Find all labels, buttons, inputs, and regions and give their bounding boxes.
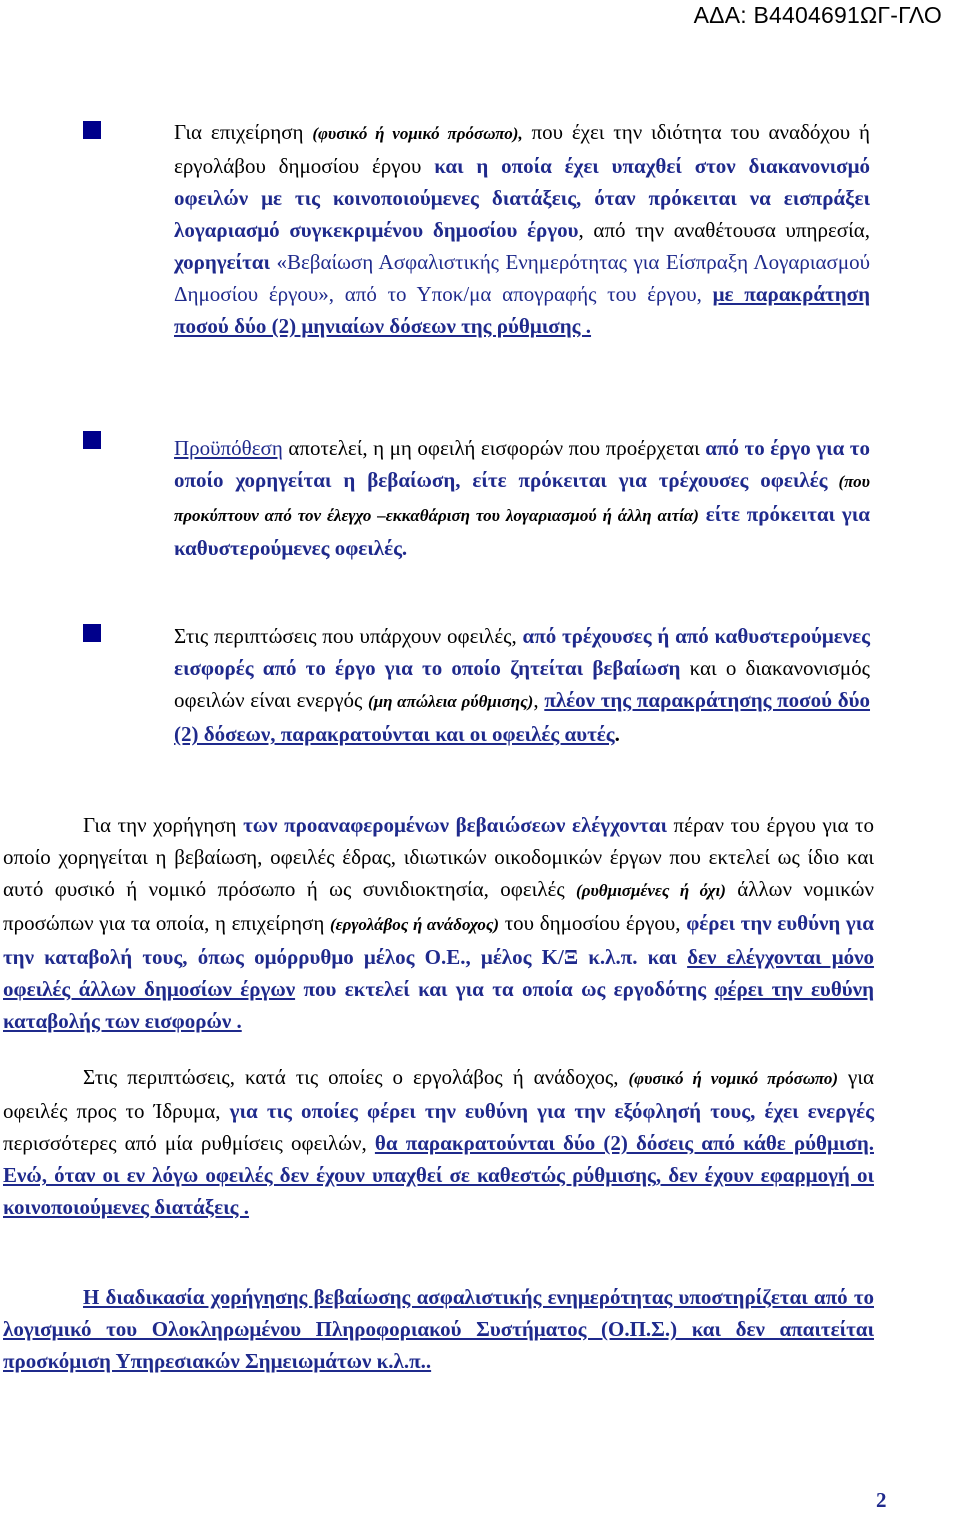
bullet-paragraph-3	[174, 620, 870, 750]
text: φέρει την ευθύνη για την καταβολή τους, όπως ομόρρυθμο μέλος Ο.Ε., μέλος Κ/Ξ κ.λ.π. και	[3, 911, 874, 969]
text: Για την χορήγηση	[83, 813, 244, 837]
paragraph-3	[3, 1281, 874, 1377]
text: Προϋπόθεση	[174, 436, 283, 460]
text: με παρακράτηση ποσού δύο (2) μηνιαίων δόσεων της ρύθμισης .	[174, 282, 870, 338]
text: Για επιχείρηση	[174, 120, 313, 144]
text: αποτελεί, η μη οφειλή εισφορών που προέρχεται	[282, 436, 706, 460]
bullet-paragraph-1	[174, 116, 870, 342]
bullet-square-icon	[83, 624, 101, 642]
text: Στις περιπτώσεις, κατά τις οποίες ο εργολάβος ή ανάδοχος,	[83, 1065, 629, 1089]
text: (μη απώλεια ρύθμισης)	[368, 692, 534, 711]
text: είτε πρόκειται για καθυστερούμενες οφειλές.	[174, 502, 870, 560]
text: του δημοσίου έργου,	[499, 911, 687, 935]
text: από το έργο για το οποίο χορηγείται η βεβαίωση, είτε πρόκειται για τρέχουσες οφειλές	[174, 436, 870, 492]
text: που εκτελεί και για τα οποία ως εργοδότης	[295, 977, 715, 1001]
text: από τρέχουσες ή από καθυστερούμενες εισφορές από το έργο για το οποίο ζητείται βεβαίωση	[174, 624, 870, 680]
bullet-square-icon	[83, 121, 101, 139]
text: φέρει την ευθύνη καταβολής των εισφορών .	[3, 977, 874, 1033]
text: θα παρακρατούνται δύο (2) δόσεις από κάθε ρύθμιση. Ενώ, όταν οι εν λόγω οφειλές δεν έχουν υπαχθεί σε καθεστώς ρύθμισης, δεν έχουν εφαρμογή οι κοινοποιούμενες διατάξεις .	[3, 1131, 874, 1219]
text: (εργολάβος ή ανάδοχος)	[329, 915, 500, 934]
text: που έχει την ιδιότητα του αναδόχου ή εργολάβου δημοσίου έργου	[174, 120, 870, 178]
text: και η οποία έχει υπαχθεί στον διακανονισμό οφειλών με τις κοινοποιούμενες διατάξεις, όταν πρόκειται να εισπράξει λογαριασμό συγκεκριμένου δημοσίου έργου	[174, 154, 870, 242]
bullet-square-icon	[83, 431, 101, 449]
text: χορηγείται	[174, 250, 270, 274]
text: .	[614, 722, 620, 746]
bullet-paragraph-2	[174, 432, 870, 564]
text: , από την αναθέτουσα υπηρεσία,	[578, 218, 871, 242]
text: (που προκύπτουν από τον έλεγχο –εκκαθάριση του λογαριασμού ή άλλη αιτία)	[174, 472, 870, 525]
text: (ρυθμισμένες ή όχι)	[576, 881, 726, 900]
text: ,	[533, 688, 545, 712]
text: πλέον της παρακράτησης ποσού δύο (2) δόσεων, παρακρατούνται και οι οφειλές αυτές	[174, 688, 871, 746]
text: Η διαδικασία χορήγησης βεβαίωσης ασφαλιστικής ενημερότητας υποστηρίζεται από το λογισμικό του Ολοκληρωμένου Πληροφοριακού Συστήματος (Ο.Π.Σ.) και δεν απαιτείται προσκόμιση Υπηρεσιακών Σημειωμάτων κ.λ.π..	[3, 1285, 874, 1373]
page-number: 2	[876, 1488, 887, 1512]
text: «Βεβαίωση Ασφαλιστικής Ενημερότητας για Είσπραξη Λογαριασμού Δημοσίου έργου», από το Υποκ/μα απογραφής του έργου,	[174, 250, 870, 306]
text: των προαναφερομένων βεβαιώσεων ελέγχονται	[243, 813, 667, 837]
text: πέραν του έργου για το οποίο χορηγείται η βεβαίωση, οφειλές έδρας, ιδιωτικών οικοδομικών έργων που εκτελεί ως ίδιο και αυτό φυσικό ή νομικό πρόσωπο ή ως συνιδιοκτησία, οφειλές	[3, 813, 874, 901]
text: δεν ελέγχονται μόνο οφειλές άλλων δημοσίων έργων	[3, 945, 875, 1001]
text: περισσότερες από μία ρυθμίσεις οφειλών,	[3, 1131, 375, 1155]
text: για οφειλές προς το Ίδρυμα,	[3, 1065, 874, 1123]
text: άλλων νομικών προσώπων για τα οποία, η επιχείρηση	[3, 877, 874, 935]
text: για τις οποίες φέρει την ευθύνη για την εξόφλησή τους, έχει ενεργές	[229, 1099, 874, 1123]
text: και ο διακανονισμός οφειλών είναι ενεργός	[174, 656, 870, 712]
paragraph-1	[3, 809, 874, 1037]
text: Στις περιπτώσεις που υπάρχουν οφειλές,	[174, 624, 523, 648]
text: (φυσικό ή νομικό πρόσωπο)	[628, 1069, 839, 1088]
text: (φυσικό ή νομικό πρόσωπο),	[312, 124, 523, 143]
ada-code: ΑΔΑ: Β4404691ΩΓ-ΓΛΟ	[693, 2, 942, 28]
paragraph-2	[3, 1061, 874, 1223]
